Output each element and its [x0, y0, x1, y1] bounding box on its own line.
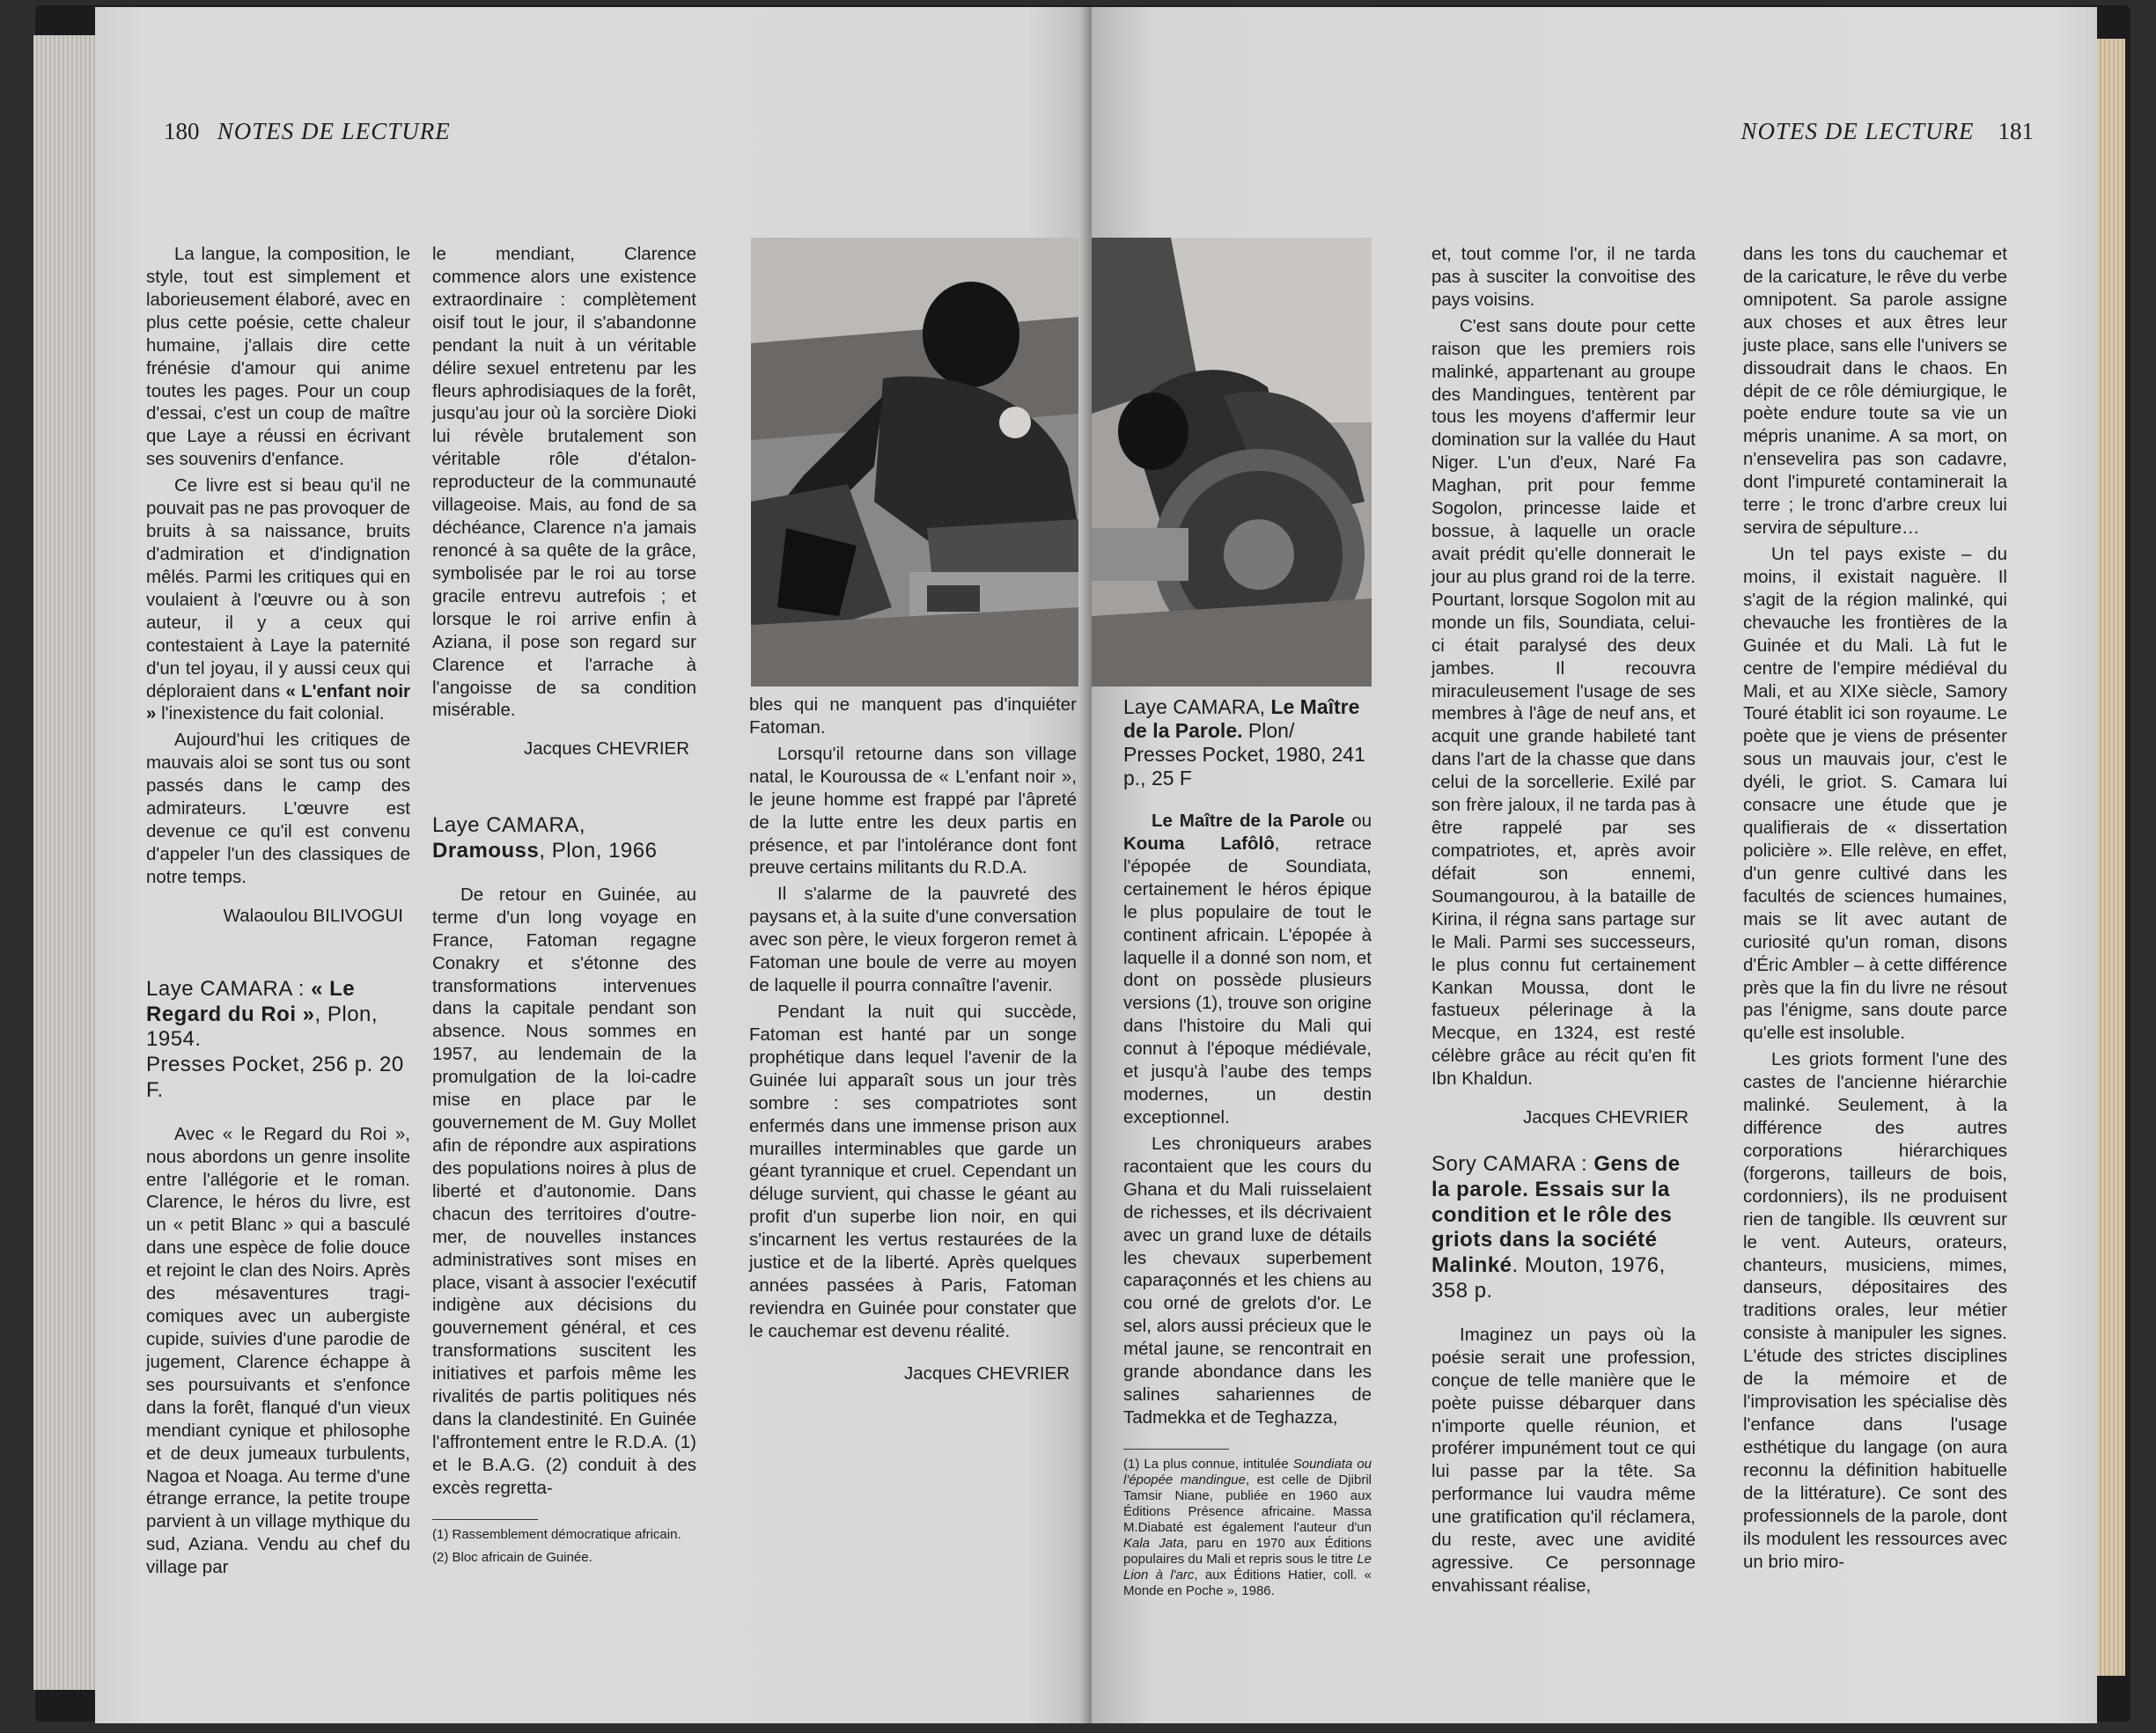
paragraph: Les griots forment l'une des castes de l'ancienne hiérarchie malinké. Seulement, à la différence des autres corporations hiérarchiques (forgerons, tailleurs de bois, cordonniers), ils ne produisent rien de tangible. Ils œuvrent sur le vent. Auteurs, orateurs, chanteurs, musiciens, mimes, danseurs, dépositaires des traditions orales, leur métier consiste à manipuler les signes. L'étude des strictes disciplines de la mémoire et de l'improvisation les spécialise dès l'enfance dans l'usage esthétique du langage (on aura reconnu la définition habituelle de la littérature). Ce sont des professionnels de la parole, dont ils modulent les ressources avec un brio miro-	[1743, 1049, 2007, 1572]
paragraph: Les chroniqueurs arabes racontaient que les cours du Ghana et du Mali ruisselaient de richesses, et ils décrivaient avec un grand luxe de détails les chevaux superbement caparaçonnés et les chiens au cou orné de grelots d'or. Le sel, alors aussi précieux que le métal jaune, se rencontrait en grande abondance dans les salines sahariennes de Tadmekka et de Teghazza,	[1123, 1133, 1372, 1428]
paragraph: dans les tons du cauchemar et de la caricature, le rêve du verbe omnipotent. Sa parole assigne aux choses et aux êtres leur juste place, sans elle l'univers se dissoudrait dans le chaos. En dépit de ce rôle démiurgique, le poète endure toute sa vie un mépris unanime. A sa mort, on n'ensevelira pas son cadavre, dont l'impureté contaminerait la terre ; le tronc d'arbre creux lui servira de sépulture…	[1743, 244, 2007, 539]
left-page	[95, 7, 1092, 1723]
paragraph: Pendant la nuit qui succède, Fatoman est hanté par un songe prophétique dans lequel l'avenir de la Guinée lui apparaît sous un jour très sombre : ses compatriotes sont enfermés dans une immense prison aux murailles interminables que garde un géant tyrannique et cruel. Cependant un déluge survient, qui chasse le géant au profit d'un superbe lion noir, en qui s'incarnent les vertus restaurées de la justice et de la liberté. Après quelques années passées à Paris, Fatoman reviendra en Guinée pour constater que le cauchemar est devenu réalité.	[749, 1001, 1077, 1341]
review-heading: Sory CAMARA : Gens de la parole. Essais sur la condition et le rôle des griots dans la société Malinké. Mouton, 1976, 358 p.	[1431, 1152, 1681, 1303]
photo-left-half	[751, 238, 1078, 687]
review-signature: Walaoulou BILIVOGUI	[223, 905, 403, 926]
photo-caption: Laye CAMARA, Le Maître de la Parole. Plon/ Presses Pocket, 1980, 241 p., 25 F	[1123, 695, 1365, 790]
right-page	[1092, 7, 2097, 1723]
paragraph: Aujourd'hui les critiques de mauvais aloi se sont tus ou sont passés dans le camp des admirateurs. L'œuvre est devenue ce qu'il est convenu d'appeler l'un des classiques de notre temps.	[146, 730, 410, 887]
review-signature: Jacques CHEVRIER	[1523, 1107, 1689, 1128]
page-number-181: 181	[1998, 118, 2034, 144]
paragraph: C'est sans doute pour cette raison que les premiers rois malinké, appartenant au groupe des Mandingues, tentèrent par tous les moyens d'affermir leur domination sur la vallée du Haut Niger. L'un d'eux, Naré Fa Maghan, prit pour femme Sogolon, princesse laide et bossue, à laquelle un oracle avait prédit qu'elle donnerait le jour au plus grand roi de la terre. Pourtant, lorsque Sogolon mit au monde un fils, Soundiata, celui-ci était paralysé des deux jambes. Il recouvra miraculeusement l'usage de ses membres à l'âge de neuf ans, et acquit une grande habileté tant dans l'art de la chasse que dans celui de la sorcellerie. Exilé par son frère jaloux, il ne tarda pas à être rappelé par ses compatriotes, et, après avoir défait son ennemi, Soumangourou, à la bataille de Kirina, il régna sans partage sur le Mali. Parmi ses successeurs, le plus connu fut certainement Kankan Moussa, dont le fastueux pélerinage à la Mecque, en 1324, est resté célèbre grâce au récit qu'en fit Ibn Khaldun.	[1431, 315, 1696, 1090]
review-signature: Jacques CHEVRIER	[524, 738, 689, 760]
footnote: (1) La plus connue, intitulée Soundiata ou l'épopée mandingue, est celle de Djibril Tamsir Niane, publiée en 1960 aux Éditions Présence africaine. Massa M.Diabaté est également l'auteur d'un Kala Jata, paru en 1970 aux Éditions populaires du Mali et repris sous le titre Le Lion à l'arc, aux Éditions Hatier, coll. « Monde en Poche », 1986.	[1123, 1456, 1372, 1598]
paragraph: bles qui ne manquent pas d'inquiéter Fatoman.	[749, 694, 1077, 738]
review-heading: Laye CAMARA, Dramouss, Plon, 1966	[432, 813, 658, 863]
footnote-rule	[432, 1519, 538, 1520]
review-heading: Laye CAMARA : « Le Regard du Roi », Plon, 1954. Presses Pocket, 256 p. 20 F.	[146, 976, 404, 1102]
left-column-1	[146, 243, 410, 1582]
footnote: (1) Rassemblement démocratique africain.	[432, 1526, 681, 1542]
left-column-2	[432, 243, 696, 1569]
running-title-left: NOTES DE LECTURE	[217, 118, 451, 144]
footnote-rule	[1123, 1449, 1229, 1450]
right-column-2	[1431, 243, 1696, 1601]
right-running-head	[1699, 118, 2034, 145]
paragraph: le mendiant, Clarence commence alors une existence extraordinaire : complètement oisif tout le jour, il s'abandonne pendant la nuit à un véritable délire sexuel entretenu par les fleurs aphrodisiaques de la forêt, jusqu'au jour où la sorcière Dioki lui révèle brutalement son véritable rôle d'étalon-reproducteur de la communauté villageoise. Mais, au fond de sa déchéance, Clarence n'a jamais renoncé à sa quête de la grâce, symbolisée par le roi au torse gracile entrevu autrefois ; et lorsque le roi arrive enfin à Aziana, il pose son regard sur Clarence et l'arrache à l'angoisse de sa condition misérable.	[432, 244, 696, 721]
forge-photo-right	[1092, 238, 1372, 687]
forge-photo-left	[751, 238, 1078, 687]
paragraph: Un tel pays existe – du moins, il existait naguère. Il s'agit de la région malinké, qui chevauche les frontières de la Guinée et du Mali. Là fut le centre de l'empire médiéval du Mali, et au XIXe siècle, Samory Touré établit ici son royaume. Le poète que je viens de présenter sous un mauvais jour, c'est le dyéli, le griot. S. Camara lui consacre une étude que je qualifierais de « dissertation policière ». Elle relève, en effet, d'un genre cultivé dans les facultés de sciences humaines, mais se lit avec autant de curiosité qu'un roman, disons d'Éric Ambler – à cette différence près que la fin du livre ne résout pas l'énigme, sans doute parce qu'elle est insoluble.	[1743, 543, 2007, 1044]
footnote: (2) Bloc africain de Guinée.	[432, 1549, 592, 1565]
paragraph: Ce livre est si beau qu'il ne pouvait pas ne pas provoquer de bruits à sa naissance, bruits d'admiration et d'indignation mêlés. Parmi les critiques qui en voulaient à l'œuvre ou à son auteur, il y a ceux qui contestaient à Laye la paternité d'un tel joyau, il y aussi ceux qui déploraient dans « L'enfant noir » l'inexistence du fait colonial.	[146, 475, 411, 724]
left-column-3	[749, 694, 1077, 1408]
paragraph: Le Maître de la Parole ou Kouma Lafôlô, retrace l'épopée de Soundiata, certainement le héros épique le plus populaire de tout le continent africain. L'épopée à laquelle il a donné son nom, et dont on possède plusieurs versions (1), trouve son origine dans l'histoire du Mali qui connut à l'époque médiévale, et jusqu'à l'aube des temps modernes, un destin exceptionnel.	[1123, 811, 1372, 1127]
running-title-right: NOTES DE LECTURE	[1740, 118, 1975, 144]
right-column-3	[1743, 243, 2007, 1576]
review-signature: Jacques CHEVRIER	[904, 1362, 1070, 1384]
right-column-1	[1123, 810, 1372, 1603]
paragraph: Il s'alarme de la pauvreté des paysans et, à la suite d'une conversation avec son père, le vieux forgeron remet à Fatoman une boule de verre au moyen de laquelle il pourra connaître l'avenir.	[749, 884, 1077, 996]
paragraph: La langue, la composition, le style, tout est simplement et laborieusement élaboré, avec en plus cette poésie, cette chaleur humaine, j'allais dire cette frénésie d'amour qui anime toutes les pages. Pour un coup d'essai, c'est un coup de maître que Laye a réussi en écrivant ses souvenirs d'enfance.	[146, 244, 410, 470]
paragraph: Avec « le Regard du Roi », nous abordons un genre insolite entre l'allégorie et le roman. Clarence, le héros du livre, est un « petit Blanc » qui a basculé dans une espèce de folie douce et rejoint le clan des Noirs. Après des mésaventures tragi-comiques avec un aubergiste cupide, suivies d'une parodie de jugement, Clarence échappe à ses poursuivants et s'enfonce dans la forêt, flanqué d'un vieux mendiant cynique et philosophe et de deux jumeaux turbulents, Nagoa et Noaga. Au terme d'une étrange errance, la petite troupe parvient à un village mythique du sud, Aziana. Vendu au chef du village par	[146, 1123, 410, 1578]
page-number-180: 180	[164, 118, 200, 144]
paragraph: De retour en Guinée, au terme d'un long voyage en France, Fatoman regagne Conakry et s'étonne des transformations intervenues dans la capitale pendant son absence. Nous sommes en 1957, au lendemain de la promulgation de la loi-cadre mise en place par le gouvernement de M. Guy Mollet afin de répondre aux aspirations des populations noires à plus de liberté et d'autonomie. Dans chacun des territoires d'outre-mer, de nouvelles instances administratives sont mises en place, visant à associer l'exécutif indigène aux décisions du gouvernement général, et ces transformations suscitent les initiatives et parfois même les rivalités de partis politiques nés dans la clandestinité. En Guinée l'affrontement entre le R.D.A. (1) et le B.A.G. (2) conduit à des excès regretta-	[432, 884, 696, 1498]
photo-right-half	[1092, 238, 1372, 687]
paragraph: Lorsqu'il retourne dans son village natal, le Kouroussa de « L'enfant noir », le jeune homme est frappé par l'âpreté de la lutte entre les deux partis en présence, et par l'intolérance dont font preuve certains militants du R.D.A.	[749, 743, 1077, 878]
paragraph: Imaginez un pays où la poésie serait une profession, conçue de telle manière que le poète puisse débarquer dans n'importe quelle réunion, et proférer impunément tout ce qui lui passe par la tête. Sa performance lui vaudra même une gratification qu'il réclamera, du reste, avec une avidité agressive. Ce personnage envahissant réalise,	[1431, 1324, 1696, 1596]
left-running-head	[164, 118, 451, 145]
paragraph: et, tout comme l'or, il ne tarda pas à susciter la convoitise des pays voisins.	[1431, 244, 1696, 310]
